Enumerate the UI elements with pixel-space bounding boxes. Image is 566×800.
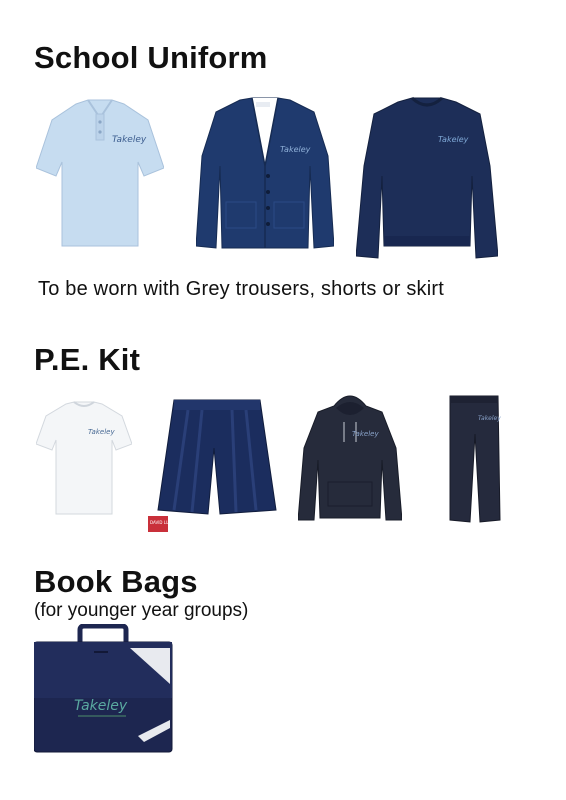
takeley-logo-tshirt: Takeley [88,428,115,436]
takeley-logo-joggers: Takeley [478,415,501,422]
school-uniform-heading: School Uniform [34,40,268,75]
polo-shirt-image [36,98,164,250]
pe-jogging-bottoms-image [446,394,502,524]
cardigan-image [196,96,334,252]
book-bags-subtitle: (for younger year groups) [34,600,249,621]
uniform-caption: To be worn with Grey trousers, shorts or skirt [38,278,444,300]
book-bag-image [34,624,174,756]
takeley-logo-cardigan: Takeley [280,145,311,154]
brand-tag: DAVID LUKE [150,520,174,525]
pe-tshirt-image [36,400,132,518]
takeley-logo-polo: Takeley [112,135,147,145]
takeley-logo-sweatshirt: Takeley [438,135,469,144]
pe-shorts-image [148,398,278,534]
pe-kit-heading: P.E. Kit [34,342,141,377]
sweatshirt-image [356,96,498,260]
takeley-logo-hoodie: Takeley [352,430,379,438]
book-bags-heading: Book Bags [34,564,198,599]
takeley-logo-bag: Takeley [74,698,128,714]
pe-hoodie-image [298,392,402,524]
